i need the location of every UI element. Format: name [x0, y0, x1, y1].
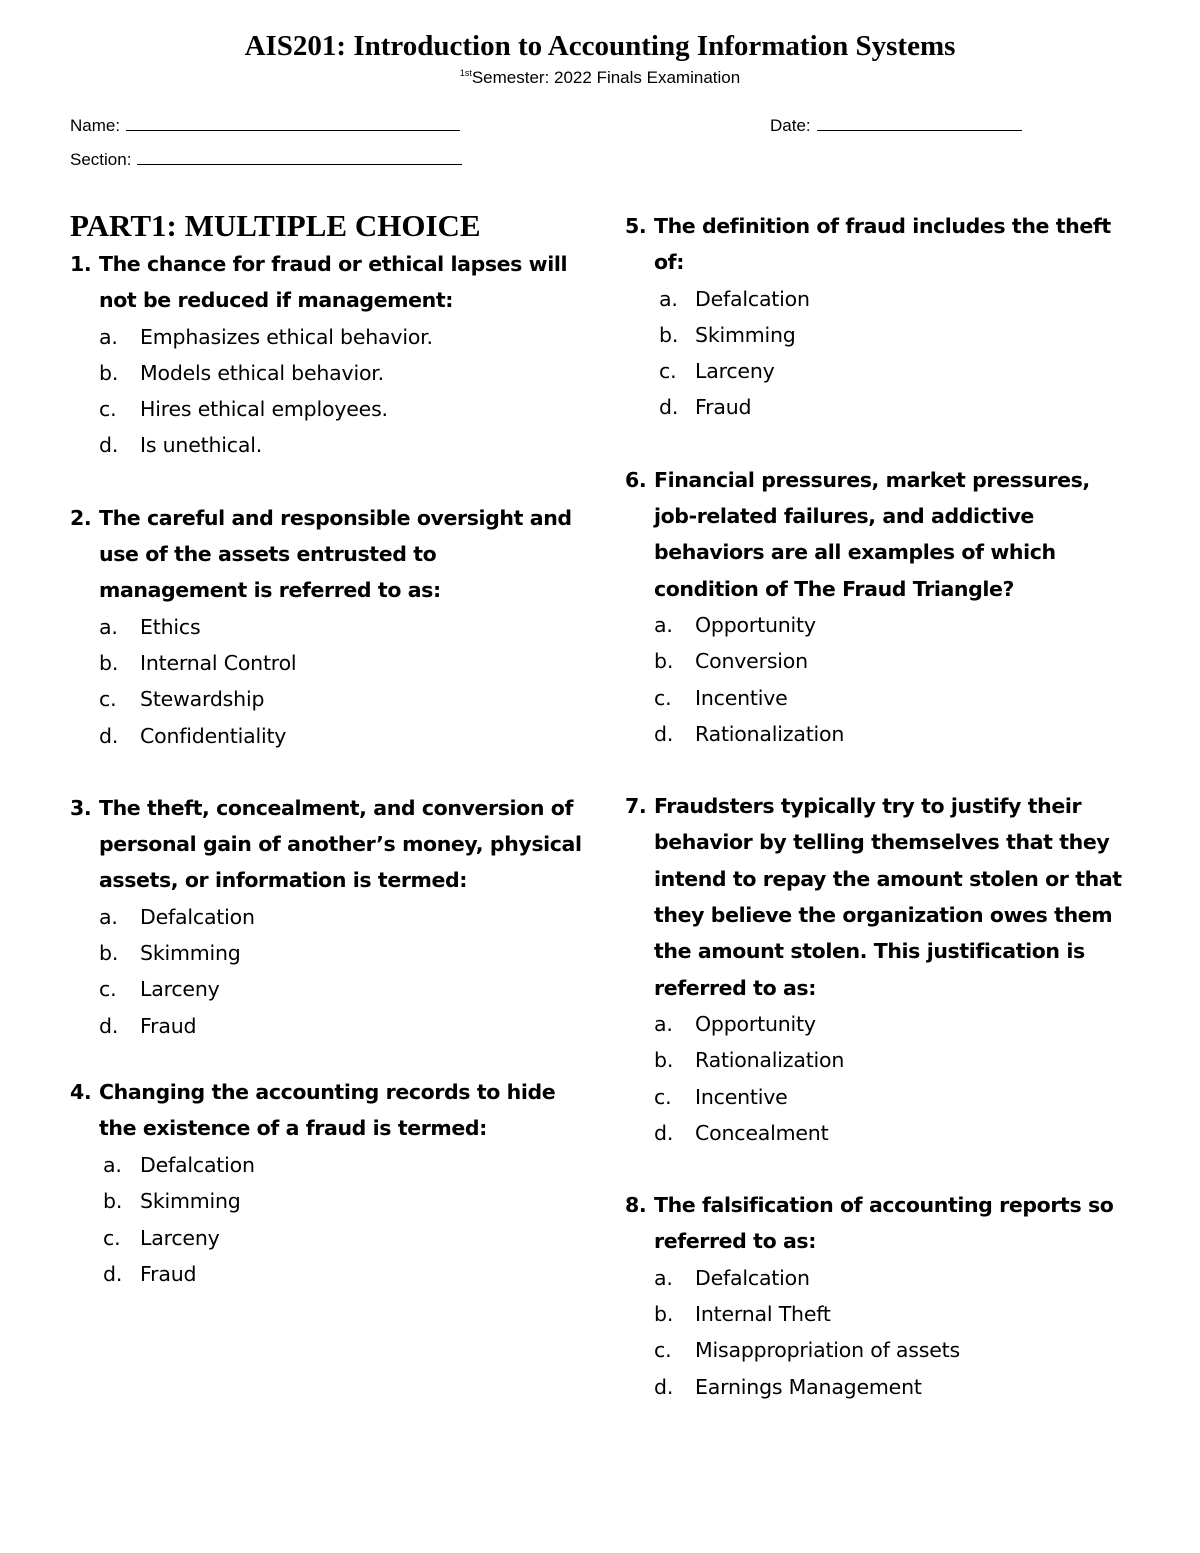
- choice-text: Opportunity: [695, 1011, 816, 1036]
- choice-letter: d.: [654, 1120, 674, 1145]
- choice-b[interactable]: [70, 645, 590, 681]
- choice-a[interactable]: [625, 281, 1135, 317]
- exam-subtitle: [0, 67, 1200, 89]
- choice-text: Is unethical.: [140, 433, 263, 458]
- choice-text: Defalcation: [140, 1152, 255, 1177]
- choice-c[interactable]: [70, 681, 590, 717]
- question-number: 6.: [625, 467, 647, 492]
- choice-text: Models ethical behavior.: [140, 360, 384, 385]
- choice-a[interactable]: [625, 1006, 1135, 1042]
- question-number: 8.: [625, 1193, 647, 1218]
- choice-text: Earnings Management: [695, 1374, 922, 1399]
- choice-letter: b.: [103, 1189, 123, 1214]
- choice-c[interactable]: [625, 680, 1135, 716]
- choice-letter: d.: [654, 1374, 674, 1399]
- question-stem: [70, 790, 590, 899]
- choice-letter: b.: [659, 322, 679, 347]
- date-blank-line[interactable]: [817, 116, 1022, 131]
- choice-text: Fraud: [695, 395, 752, 420]
- section-label: Section:: [70, 150, 132, 169]
- choice-letter: d.: [654, 721, 674, 746]
- choice-text: Rationalization: [695, 721, 845, 746]
- question-stem: [625, 462, 1135, 607]
- choice-letter: b.: [654, 649, 674, 674]
- semester-ordinal: 1st: [459, 68, 472, 78]
- exam-title: AIS201: Introduction to Accounting Information Systems: [244, 30, 956, 62]
- choice-letter: c.: [103, 1225, 121, 1250]
- choice-letter: c.: [654, 1338, 672, 1363]
- question-text: The chance for fraud or ethical lapses will not be reduced if management:: [99, 252, 568, 313]
- choice-text: Internal Theft: [695, 1302, 831, 1327]
- choice-text: Larceny: [695, 359, 775, 384]
- spacer: [70, 464, 590, 500]
- name-blank-line[interactable]: [126, 116, 460, 131]
- question-number: 7.: [625, 794, 647, 819]
- choice-list: [625, 607, 1135, 752]
- question-stem: [70, 1074, 590, 1147]
- choice-list: [70, 609, 590, 754]
- question-text: Fraudsters typically try to justify their behavior by telling themselves that they intend to repay the amount stolen or that they believe the organization owes them the amount stolen. This justification is referred to as:: [654, 794, 1122, 1000]
- choice-c[interactable]: [625, 1332, 1135, 1368]
- choice-letter: a.: [654, 1011, 673, 1036]
- question-5: [625, 208, 1135, 426]
- choice-text: Larceny: [140, 1225, 220, 1250]
- choice-letter: d.: [99, 1013, 119, 1038]
- choice-c[interactable]: [625, 353, 1135, 389]
- choice-text: Incentive: [695, 1084, 788, 1109]
- choice-b[interactable]: [70, 355, 590, 391]
- question-stem: [625, 208, 1135, 281]
- choice-letter: d.: [659, 395, 679, 420]
- choice-text: Internal Control: [140, 650, 297, 675]
- choice-text: Conversion: [695, 649, 808, 674]
- spacer: [70, 754, 590, 790]
- choice-letter: b.: [654, 1302, 674, 1327]
- question-number: 2.: [70, 505, 92, 530]
- right-column: [625, 208, 1135, 1405]
- choice-text: Emphasizes ethical behavior.: [140, 324, 433, 349]
- question-6: [625, 462, 1135, 752]
- question-number: 5.: [625, 214, 647, 238]
- choice-d[interactable]: [625, 1369, 1135, 1405]
- choice-text: Defalcation: [695, 286, 810, 311]
- choice-letter: b.: [99, 941, 119, 966]
- choice-letter: c.: [659, 359, 677, 384]
- question-number: 4.: [70, 1079, 92, 1104]
- section-blank-line[interactable]: [137, 150, 462, 165]
- choice-list: [625, 1006, 1135, 1151]
- choice-letter: d.: [99, 433, 119, 458]
- choice-text: Fraud: [140, 1013, 197, 1038]
- question-4: [70, 1074, 590, 1293]
- spacer: [70, 1044, 590, 1074]
- question-stem: [625, 788, 1135, 1006]
- date-label: Date:: [770, 116, 811, 135]
- choice-b[interactable]: [625, 643, 1135, 679]
- choice-letter: a.: [654, 612, 673, 637]
- choice-text: Fraud: [140, 1262, 197, 1287]
- choice-text: Skimming: [140, 1189, 241, 1214]
- choice-d[interactable]: [625, 716, 1135, 752]
- choice-letter: c.: [654, 685, 672, 710]
- choice-list: [625, 281, 1135, 426]
- question-text: The careful and responsible oversight and use of the assets entrusted to management is referred to as:: [99, 505, 572, 603]
- choice-b[interactable]: [625, 1042, 1135, 1078]
- choice-text: Skimming: [695, 322, 796, 347]
- question-number: 3.: [70, 795, 92, 820]
- question-2: [70, 500, 590, 754]
- choice-a[interactable]: [625, 1260, 1135, 1296]
- choice-text: Rationalization: [695, 1048, 845, 1073]
- choice-a[interactable]: [70, 609, 590, 645]
- choice-d[interactable]: [70, 718, 590, 754]
- choice-letter: b.: [99, 360, 119, 385]
- part1-heading: PART1: MULTIPLE CHOICE: [70, 208, 481, 243]
- question-number: 1.: [70, 252, 92, 276]
- name-label: Name:: [70, 116, 121, 135]
- choice-letter: b.: [654, 1048, 674, 1073]
- choice-text: Hires ethical employees.: [140, 397, 388, 422]
- choice-c[interactable]: [70, 1220, 590, 1257]
- choice-letter: c.: [99, 687, 117, 712]
- choice-text: Ethics: [140, 614, 201, 639]
- choice-letter: a.: [659, 286, 678, 311]
- choice-text: Concealment: [695, 1120, 829, 1145]
- choice-letter: c.: [654, 1084, 672, 1109]
- choice-list: [70, 319, 590, 464]
- question-text: Changing the accounting records to hide the existence of a fraud is termed:: [99, 1079, 556, 1141]
- choice-letter: a.: [654, 1265, 673, 1290]
- question-text: The definition of fraud includes the theft of:: [654, 214, 1111, 275]
- choice-text: Opportunity: [695, 612, 816, 637]
- section-field[interactable]: [70, 149, 462, 171]
- question-1: [70, 246, 590, 464]
- choice-a[interactable]: [70, 319, 590, 355]
- choice-list: [70, 899, 590, 1044]
- choice-text: Larceny: [140, 977, 220, 1002]
- choice-list: [625, 1260, 1135, 1405]
- choice-letter: d.: [103, 1262, 123, 1287]
- choice-c[interactable]: [625, 1079, 1135, 1115]
- choice-text: Defalcation: [695, 1265, 810, 1290]
- question-8: [625, 1187, 1135, 1405]
- spacer: [625, 752, 1135, 788]
- question-text: The falsification of accounting reports so referred to as:: [654, 1193, 1114, 1254]
- question-stem: [70, 246, 590, 319]
- choice-c[interactable]: [70, 971, 590, 1007]
- choice-text: Incentive: [695, 685, 788, 710]
- choice-text: Skimming: [140, 941, 241, 966]
- question-7: [625, 788, 1135, 1151]
- choice-letter: c.: [99, 397, 117, 422]
- choice-letter: a.: [99, 904, 118, 929]
- choice-letter: a.: [99, 614, 118, 639]
- choice-letter: d.: [99, 723, 119, 748]
- choice-d[interactable]: [625, 389, 1135, 425]
- question-3: [70, 790, 590, 1044]
- left-column: [70, 206, 590, 1293]
- choice-a[interactable]: [625, 607, 1135, 643]
- choice-c[interactable]: [70, 391, 590, 427]
- spacer: [625, 1151, 1135, 1187]
- choice-d[interactable]: [625, 1115, 1135, 1151]
- choice-b[interactable]: [625, 1296, 1135, 1332]
- choice-a[interactable]: [70, 899, 590, 935]
- choice-b[interactable]: [70, 935, 590, 971]
- question-stem: [625, 1187, 1135, 1260]
- question-stem: [70, 500, 590, 609]
- choice-list: [70, 1147, 590, 1293]
- question-text: Financial pressures, market pressures, job-related failures, and addictive behaviors are all examples of which condition of The Fraud Triangle?: [654, 467, 1090, 601]
- choice-text: Misappropriation of assets: [695, 1338, 960, 1363]
- choice-letter: a.: [99, 324, 118, 349]
- name-field[interactable]: [70, 115, 460, 137]
- choice-letter: b.: [99, 650, 119, 675]
- choice-letter: c.: [99, 977, 117, 1002]
- choice-text: Stewardship: [140, 687, 265, 712]
- choice-text: Confidentiality: [140, 723, 287, 748]
- question-text: The theft, concealment, and conversion of personal gain of another’s money, physical assets, or information is termed:: [99, 795, 582, 893]
- choice-d[interactable]: [70, 1256, 590, 1293]
- date-field[interactable]: [770, 115, 1022, 137]
- choice-b[interactable]: [625, 317, 1135, 353]
- choice-b[interactable]: [70, 1183, 590, 1220]
- choice-letter: a.: [103, 1152, 122, 1177]
- choice-d[interactable]: [70, 1008, 590, 1044]
- choice-text: Defalcation: [140, 904, 255, 929]
- choice-d[interactable]: [70, 427, 590, 463]
- semester-text: Semester: 2022 Finals Examination: [471, 68, 741, 87]
- spacer: [625, 426, 1135, 462]
- choice-a[interactable]: [70, 1147, 590, 1184]
